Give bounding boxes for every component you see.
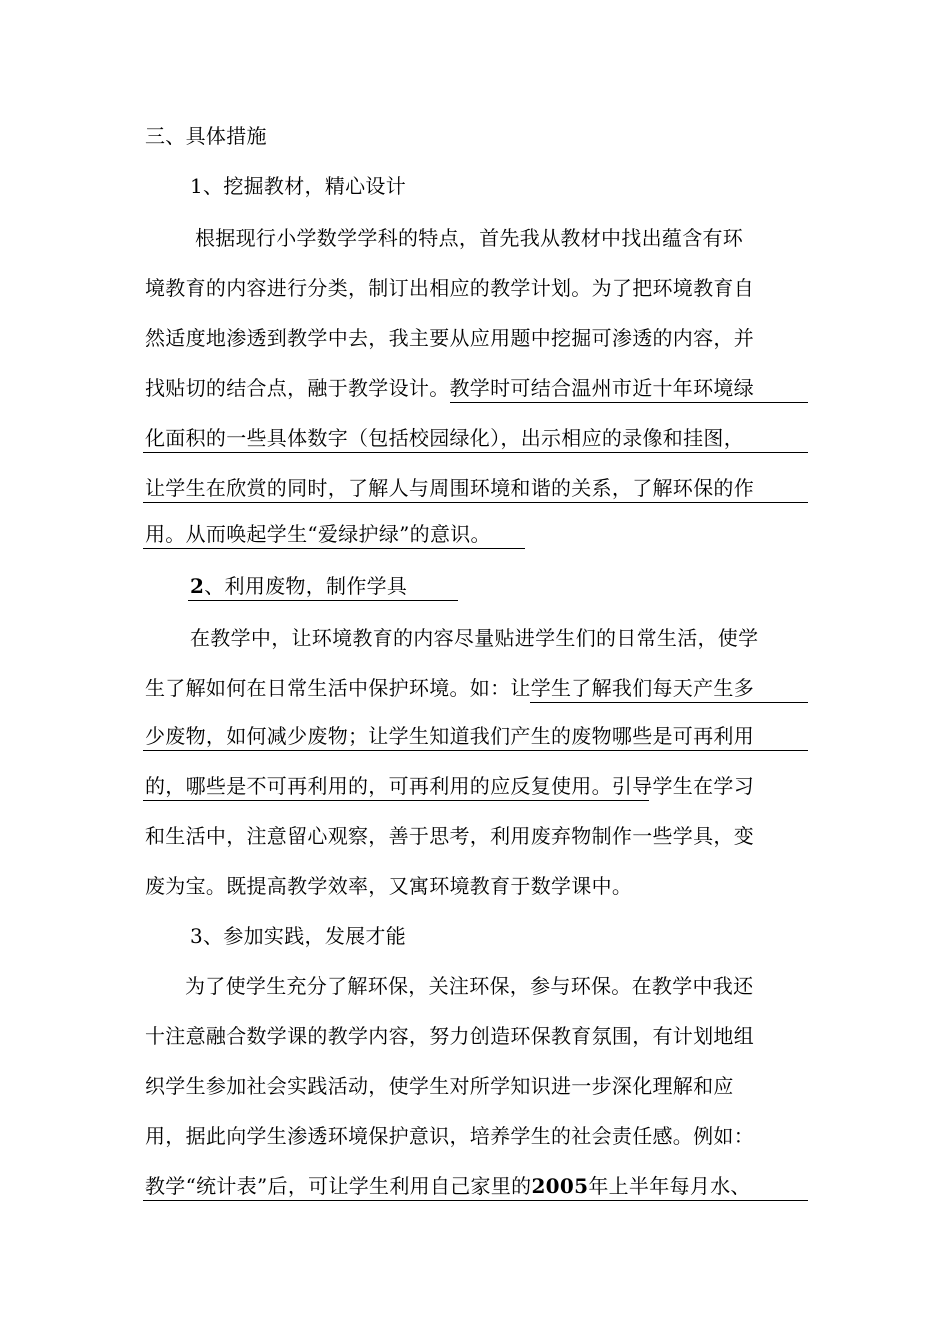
paragraph-2-line-6: 废为宝。既提高教学效率，又寓环境教育于数学课中。 bbox=[145, 874, 633, 898]
paragraph-1-line-1: 根据现行小学数学学科的特点，首先我从教材中找出蕴含有环 bbox=[195, 226, 744, 250]
underline bbox=[143, 452, 808, 453]
paragraph-2-line-5: 和生活中，注意留心观察，善于思考，利用废弃物制作一些学具，变 bbox=[145, 824, 754, 848]
underline bbox=[143, 750, 808, 751]
underline bbox=[530, 702, 808, 703]
underline bbox=[450, 402, 808, 403]
subheading-2-text: 、利用废物，制作学具 bbox=[204, 574, 408, 598]
paragraph-3-line-5-part-a: 教学“统计表”后，可让学生利用自己家里的 bbox=[145, 1174, 532, 1198]
subheading-3: 3、参加实践，发展才能 bbox=[190, 924, 407, 948]
paragraph-3-year: 2005 bbox=[531, 1174, 589, 1198]
paragraph-1-line-5: 化面积的一些具体数字（包括校园绿化），出示相应的录像和挂图， bbox=[145, 426, 744, 450]
paragraph-1-line-3: 然适度地渗透到教学中去，我主要从应用题中挖掘可渗透的内容，并 bbox=[145, 326, 754, 350]
underline bbox=[143, 800, 649, 801]
section-heading: 三、具体措施 bbox=[145, 124, 267, 148]
underline bbox=[143, 502, 808, 503]
underline bbox=[143, 548, 525, 549]
subheading-2-number: 2 bbox=[190, 574, 205, 598]
underline bbox=[188, 600, 458, 601]
paragraph-2-line-3: 少废物，如何减少废物；让学生知道我们产生的废物哪些是可再利用 bbox=[145, 724, 754, 748]
subheading-1: 1、挖掘教材，精心设计 bbox=[190, 174, 407, 198]
paragraph-1-line-4: 找贴切的结合点，融于教学设计。教学时可结合温州市近十年环境绿 bbox=[145, 376, 754, 400]
subheading-2 bbox=[190, 573, 407, 599]
paragraph-3-line-4: 用，据此向学生渗透环境保护意识，培养学生的社会责任感。例如： bbox=[145, 1124, 754, 1148]
paragraph-3-line-3: 织学生参加社会实践活动，使学生对所学知识进一步深化理解和应 bbox=[145, 1074, 734, 1098]
paragraph-1-line-7: 用。从而唤起学生“爱绿护绿”的意识。 bbox=[145, 522, 491, 546]
paragraph-3-line-5 bbox=[145, 1173, 751, 1199]
paragraph-2-line-2: 生了解如何在日常生活中保护环境。如：让学生了解我们每天产生多 bbox=[145, 676, 754, 700]
paragraph-1-line-2: 境教育的内容进行分类，制订出相应的教学计划。为了把环境教育自 bbox=[145, 276, 754, 300]
paragraph-2-line-1: 在教学中，让环境教育的内容尽量贴进学生们的日常生活，使学 bbox=[190, 626, 759, 650]
paragraph-3-line-2: 十注意融合数学课的教学内容，努力创造环保教育氛围，有计划地组 bbox=[145, 1024, 754, 1048]
paragraph-2-line-4: 的，哪些是不可再利用的，可再利用的应反复使用。引导学生在学习 bbox=[145, 774, 754, 798]
underline bbox=[143, 1200, 808, 1201]
paragraph-3-line-1: 为了使学生充分了解环保，关注环保，参与环保。在教学中我还 bbox=[185, 974, 754, 998]
paragraph-1-line-6: 让学生在欣赏的同时，了解人与周围环境和谐的关系，了解环保的作 bbox=[145, 476, 754, 500]
paragraph-3-line-5-part-b: 年上半年每月水、 bbox=[588, 1174, 751, 1198]
